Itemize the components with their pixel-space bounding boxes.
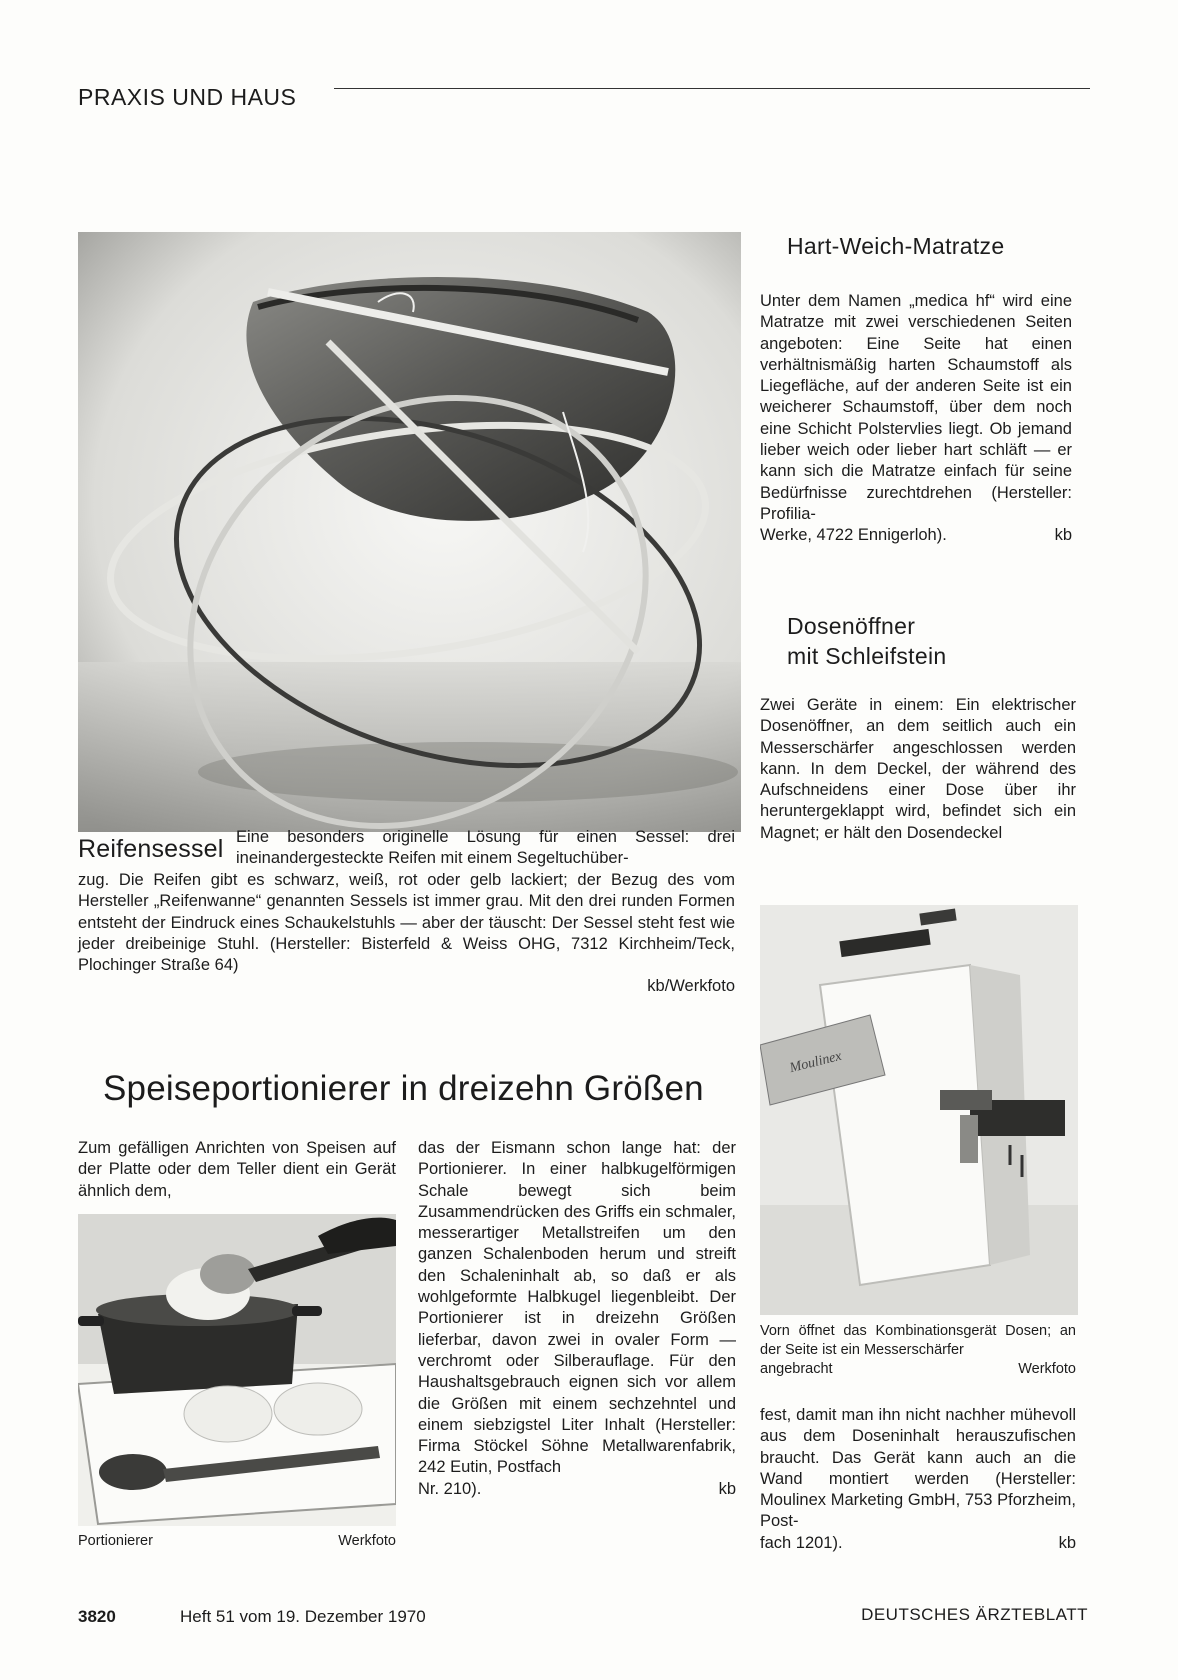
can-opener-caption xyxy=(760,1322,1076,1379)
reifensessel-body: zug. Die Reifen gibt es schwarz, weiß, rot oder gelb lackiert; der Bezug des vom Hersteller „Reifenwanne“ genannten Sessels ist immer grau. Mit den drei runden Formen entsteht der Eindruck eines Schaukelstuhls — aber der täuscht: Der Sessel steht fest wie jeder dreibeinige Stuhl. (Hersteller: Bisterfeld & Weiss OHG, 7312 Kirchheim/Teck, Plochinger Straße 64) xyxy=(78,871,735,975)
dosenoeffner-last-line: fach 1201). xyxy=(760,1533,843,1552)
can-opener-photo xyxy=(760,905,1078,1315)
portionierer-body xyxy=(418,1138,736,1500)
can-opener-photo-credit: Werkfoto xyxy=(1018,1361,1076,1377)
dosenoeffner-body: Zwei Geräte in einem: Ein elektrischer Dosenöffner, an dem seitlich auch ein Messerschärfer angeschlossen werden kann. In dem Deckel, der während des Aufschneidens einer Dose über ihr heruntergeklappt wird, befindet sich ein Magnet; er hält den Dosendeckel xyxy=(760,696,1076,842)
reifensessel-label: Reifensessel xyxy=(78,835,224,863)
dosenoeffner-title xyxy=(787,611,1087,671)
can-opener-caption-last: angebracht xyxy=(760,1361,833,1377)
issue-info: Heft 51 vom 19. Dezember 1970 xyxy=(180,1607,426,1626)
section-label: PRAXIS UND HAUS xyxy=(78,84,297,110)
portionierer-last-line: Nr. 210). xyxy=(418,1479,482,1498)
can-opener-caption-row xyxy=(760,1360,1076,1379)
matratze-body xyxy=(760,291,1072,547)
scoop-photo-credit: Werkfoto xyxy=(338,1533,396,1549)
matratze-signoff xyxy=(760,525,1072,546)
journal-name: DEUTSCHES ÄRZTEBLATT xyxy=(861,1605,1088,1624)
matratze-credit: kb xyxy=(1054,526,1072,545)
portionierer-body-text: das der Eismann schon lange hat: der Portionierer. In einer halbkugelförmigen Schale bewegt sich beim Zusammendrücken des Griffs ein schmaler, messerartiger Metallstreifen um den ganzen Schalenboden herum und streift den Schaleninhalt ab, so daß er als wohlgeformte Halbkugel liegenbleibt. Der Portionierer ist in dreizehn Größen lieferbar, davon zwei in ovaler Form — verchromt oder Silberauflage. Für den Haushaltsgebrauch eignen sich vor allem die Größen mit einem sechzehntel und einem siebzigstel Liter Inhalt (Hersteller: Firma Stöckel Söhne Metallwarenfabrik, 242 Eutin, Postfach xyxy=(418,1139,736,1477)
scoop-caption xyxy=(78,1532,396,1551)
dosenoeffner-credit: kb xyxy=(1058,1533,1076,1552)
portionierer-credit: kb xyxy=(718,1479,736,1498)
scoop-caption-text: Portionierer xyxy=(78,1533,153,1549)
matratze-title: Hart-Weich-Matratze xyxy=(787,233,1005,259)
dosenoeffner-title-line1: Dosenöffner xyxy=(787,613,916,639)
matratze-body-text: Unter dem Namen „medica hf“ wird eine Matratze mit zwei verschiedenen Seiten angeboten: Eine Seite hat einen verhältnismäßig harten Schaumstoff als Liegefläche, auf der anderen Seite ist ein weicherer Schaumstoff, über dem noch eine Schicht Polstervlies liegt. Ob jemand lieber weich oder lieber hart schläft — er kann sich die Matratze einfach für seine Bedürfnisse zurechtdrehen (Hersteller: Profilia- xyxy=(760,292,1072,523)
reifensessel-text xyxy=(78,870,735,998)
scoop-photo xyxy=(78,1214,396,1526)
matratze-last-line: Werke, 4722 Ennigerloh). xyxy=(760,526,947,545)
dosenoeffner-continued xyxy=(760,1405,1076,1554)
header-rule xyxy=(334,88,1090,89)
portionierer-signoff xyxy=(418,1479,736,1500)
page-number: 3820 xyxy=(78,1607,116,1626)
reifensessel-credit: kb/Werkfoto xyxy=(647,977,735,996)
can-opener-label-text: Moulinex xyxy=(788,1048,844,1077)
reifensessel-intro: Eine besonders originelle Lösung für einen Sessel: drei ineinandergesteckte Reifen mit einem Segeltuchüber- xyxy=(236,828,735,868)
portionierer-intro: Zum gefälligen Anrichten von Speisen auf der Platte oder dem Teller dient ein Gerät ähnlich dem, xyxy=(78,1139,396,1200)
chair-photo xyxy=(78,232,741,832)
dosenoeffner-title-line2: mit Schleifstein xyxy=(787,643,947,669)
can-opener-caption-text: Vorn öffnet das Kombinationsgerät Dosen; an der Seite ist ein Messerschärfer xyxy=(760,1323,1076,1358)
dosenoeffner-continued-text: fest, damit man ihn nicht nachher mühevoll aus dem Doseninhalt herauszufischen braucht. Das Gerät kann auch an die Wand montiert werden (Hersteller: Moulinex Marketing GmbH, 753 Pforzheim, Post- xyxy=(760,1406,1076,1531)
portionierer-title: Speiseportionierer in dreizehn Größen xyxy=(103,1069,704,1108)
dosenoeffner-signoff xyxy=(760,1533,1076,1554)
